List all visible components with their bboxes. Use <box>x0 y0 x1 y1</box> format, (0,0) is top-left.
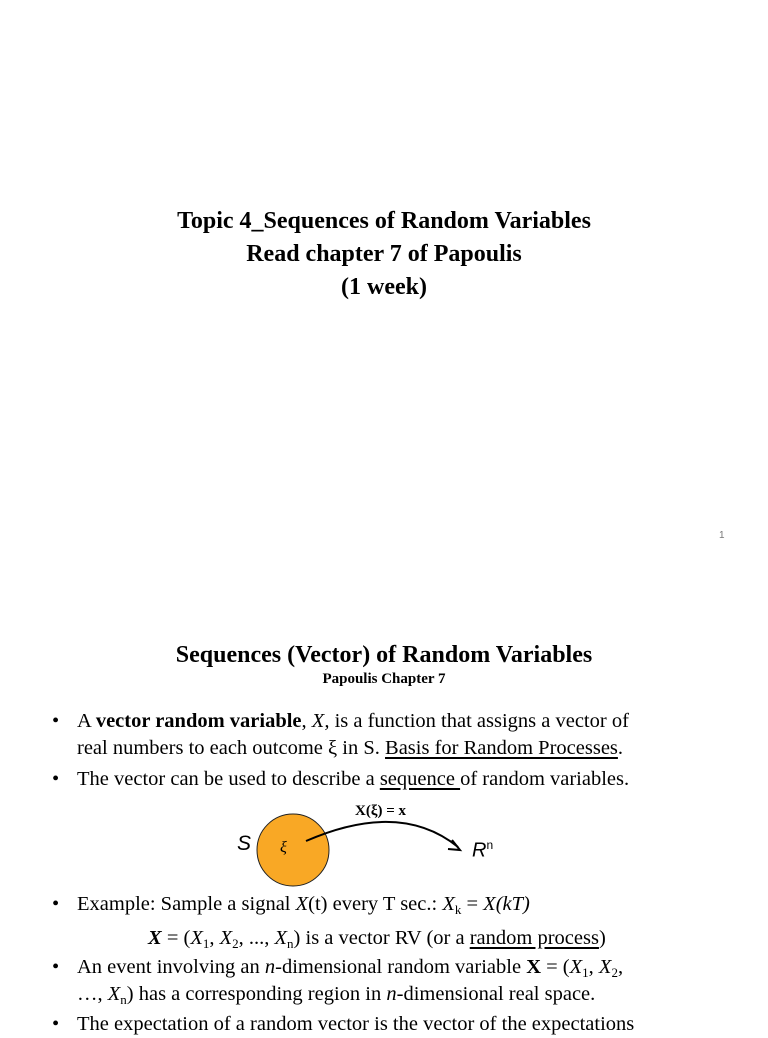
bullet-3-text <box>77 891 530 918</box>
subscript: 2 <box>232 936 239 951</box>
subscript: 1 <box>582 965 589 980</box>
variable: X <box>598 956 612 978</box>
text-span: every T sec.: <box>327 893 443 915</box>
title-line-2: Read chapter 7 of Papoulis <box>246 241 522 267</box>
slide1-title <box>0 205 768 304</box>
label-base: R <box>472 839 487 862</box>
bullet-1-text <box>77 708 629 735</box>
variable: (kT) <box>495 893 530 915</box>
slide2-title: Sequences (Vector) of Random Variables <box>175 642 593 668</box>
bullet-1-line-2 <box>77 735 623 762</box>
set-label-s: S <box>237 832 252 855</box>
bullet-2-text <box>77 766 629 793</box>
bullet-4-line-2 <box>77 981 595 1008</box>
text-span: , <box>301 710 312 732</box>
basis-link[interactable]: Basis for Random Processes <box>385 737 618 759</box>
subscript: k <box>454 902 462 917</box>
mapping-label: X(ξ) = x <box>355 803 407 819</box>
text-span: = ( <box>161 927 191 949</box>
text-span: -dimensional real space. <box>396 983 596 1005</box>
subscript: 1 <box>202 936 210 951</box>
vector-definition-line <box>148 925 606 952</box>
subscript: n <box>287 936 294 951</box>
label-sup: n <box>486 838 494 852</box>
variable: X <box>107 983 121 1005</box>
bullet-dot: • <box>52 893 60 915</box>
text-span: , <box>617 956 624 978</box>
bullet-4-text <box>77 954 623 981</box>
variable: n <box>264 956 276 978</box>
text-span: of random variables. <box>460 768 630 790</box>
text-span: ) has a corresponding region in <box>126 983 387 1005</box>
bullet-dot: • <box>52 956 60 978</box>
target-space-label <box>472 838 493 863</box>
page-number: 1 <box>719 530 725 541</box>
variable: X <box>569 956 583 978</box>
title-line-1: Topic 4_Sequences of Random Variables <box>177 208 591 234</box>
variable: X <box>442 893 455 915</box>
text-span: -dimensional random variable <box>275 956 527 978</box>
title-line-3: (1 week) <box>341 274 427 300</box>
subscript: n <box>120 992 127 1007</box>
text-span: is a function that assigns a vector of <box>329 710 629 732</box>
bullet-dot: • <box>52 768 60 790</box>
bold-term: vector random variable <box>95 710 302 732</box>
outcome-xi-label: ξ <box>280 839 287 856</box>
bullet-5-text: The expectation of a random vector is the vector of the expectations <box>77 1013 635 1035</box>
variable: X <box>274 927 288 949</box>
variable: n <box>386 983 397 1005</box>
text-span: , <box>209 927 220 949</box>
text-span: ) <box>598 927 606 949</box>
variable: X <box>295 893 309 915</box>
text-span: The vector can be used to describe a <box>77 768 380 790</box>
text-span: . <box>617 737 624 759</box>
slide2-subtitle: Papoulis Chapter 7 <box>322 671 446 687</box>
text-span: An event involving an <box>77 956 265 978</box>
text-span: = <box>461 893 484 915</box>
text-span: real numbers to each outcome ξ in S. <box>77 737 386 759</box>
random-process-link[interactable]: random process <box>469 927 599 949</box>
subscript: 2 <box>611 965 618 980</box>
text-span: (t) <box>308 893 328 915</box>
text-span: Example: Sample a signal <box>77 893 296 915</box>
text-span: …, <box>77 983 108 1005</box>
variable: X <box>190 927 203 949</box>
text-span: = ( <box>541 956 570 978</box>
sequence-link[interactable]: sequence <box>379 768 461 790</box>
bullet-dot: • <box>52 710 60 732</box>
variable: X <box>219 927 233 949</box>
vector-symbol: X <box>148 927 162 949</box>
bullet-dot: • <box>52 1013 60 1035</box>
variable: X, <box>311 710 330 732</box>
variable: X <box>483 893 496 915</box>
text-span: , ..., <box>238 927 275 949</box>
sample-space-circle <box>257 814 329 886</box>
text-span: ) is a vector RV (or a <box>293 927 470 949</box>
text-span: , <box>588 956 599 978</box>
text-span: A <box>77 710 96 732</box>
vector-symbol: X <box>526 956 541 978</box>
